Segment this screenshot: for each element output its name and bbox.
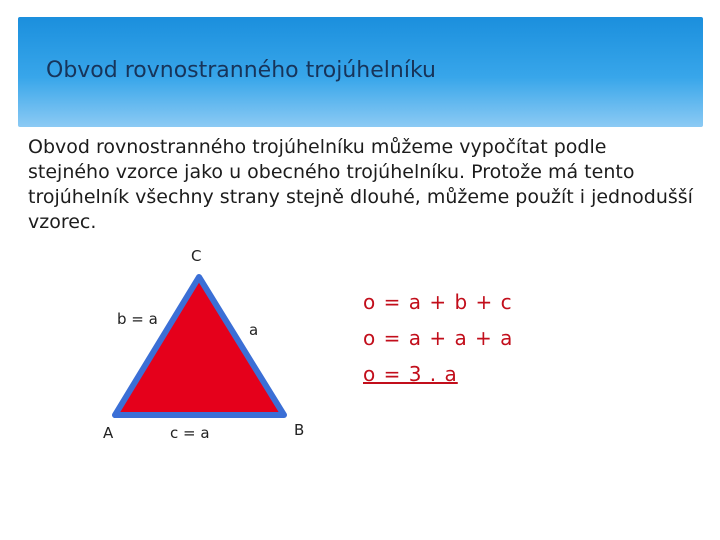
side-label-bottom: c = a xyxy=(170,424,210,442)
vertex-label-a: A xyxy=(103,424,114,442)
formula-simplified: o = 3 . a xyxy=(363,362,458,386)
body-paragraph: Obvod rovnostranného trojúhelníku můžeme vypočítat podle stejného vzorce jako u obecného trojúhelníku. Protože má tento trojúhelník všechny strany stejně dlouhé, můžeme použít i jednodušší vzorec. xyxy=(28,136,693,233)
side-label-left: b = a xyxy=(117,310,158,328)
slide-title: Obvod rovnostranného trojúhelníku xyxy=(46,58,436,83)
formula-substituted: o = a + a + a xyxy=(363,326,514,350)
vertex-label-b: B xyxy=(294,421,305,439)
vertex-label-c: C xyxy=(191,247,202,265)
side-label-right: a xyxy=(249,321,259,339)
formula-general: o = a + b + c xyxy=(363,290,513,314)
triangle-shape xyxy=(115,277,284,415)
